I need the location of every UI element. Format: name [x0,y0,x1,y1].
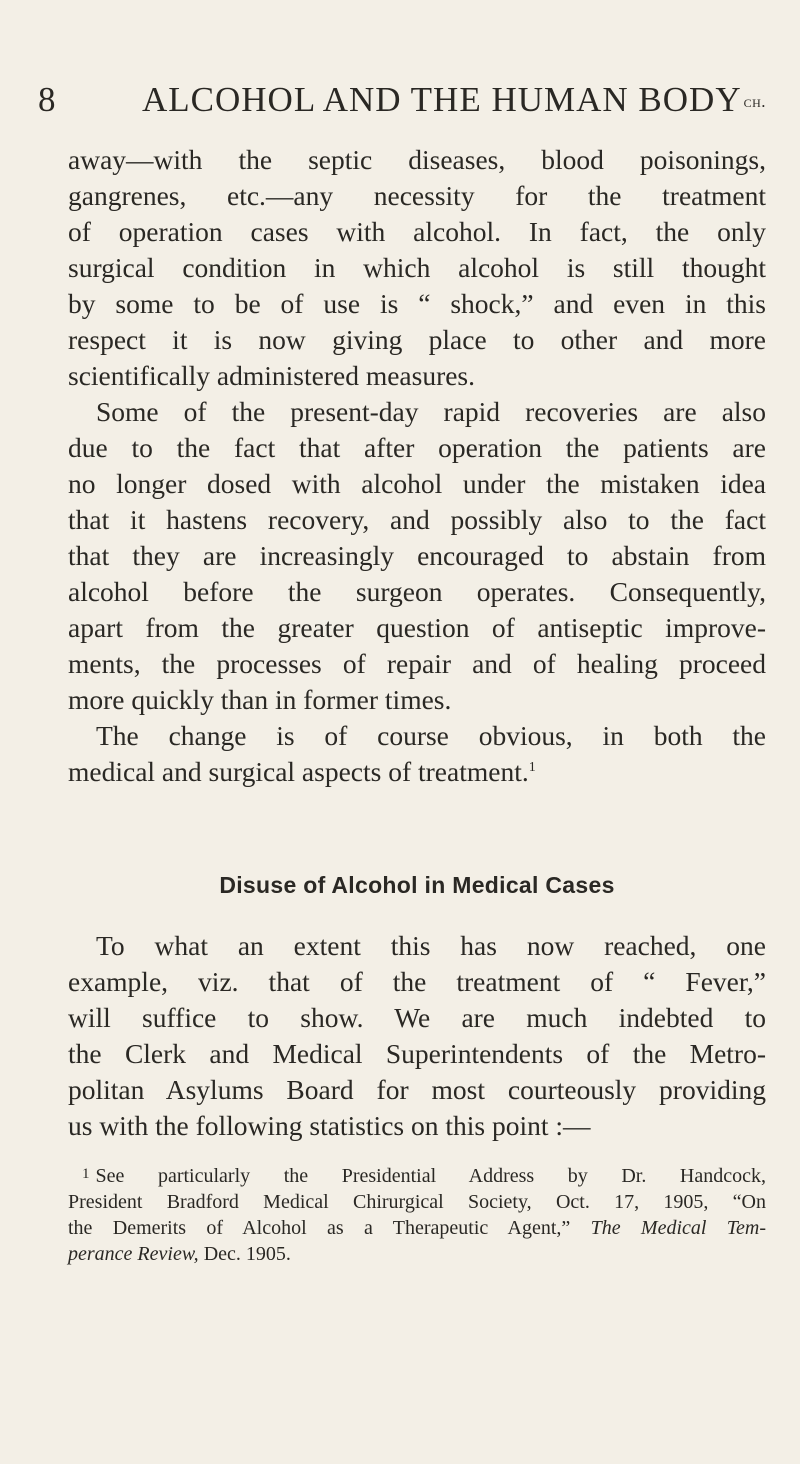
body-line: more quickly than in former times. [68,684,452,715]
running-head [38,80,766,124]
footnote-marker: 1 [528,759,536,775]
body-line: scientifically administered measures. [68,360,476,391]
body-line: will suffice to show. We are much indebted to [68,1002,766,1033]
footnote-text: Dec. 1905. [203,1243,291,1265]
footnote-line [68,1216,766,1242]
body-line: due to the fact that after operation the patients are [68,432,766,463]
running-title: ALCOHOL AND THE HUMAN BODY [142,80,742,119]
body-line: surgical condition in which alcohol is still thought [68,252,766,283]
journal-title: perance Review, [68,1243,199,1265]
footnote-number: 1 [82,1166,90,1182]
body-text: medical and surgical aspects of treatment. [68,756,529,787]
footnote-line [82,1164,766,1190]
body-line: respect it is now giving place to other and more [68,324,766,355]
body-line: example, viz. that of the treatment of “ Fever,” [68,966,766,997]
body-line: The change is of course obvious, in both the [96,720,766,751]
body-line: ments, the processes of repair and of healing proceed [68,648,766,679]
footnote-line [68,1242,766,1268]
chapter-abbrev: ch. [743,92,766,111]
body-line: politan Asylums Board for most courteously providing [68,1074,766,1105]
body-line [68,754,536,790]
body-line: of operation cases with alcohol. In fact, the only [68,216,766,247]
body-line: away—with the septic diseases, blood poisonings, [68,144,766,175]
footnote-line: President Bradford Medical Chirurgical Society, Oct. 17, 1905, “On [68,1191,766,1213]
body-line: To what an extent this has now reached, one [96,930,766,961]
page-number: 8 [38,80,57,119]
body-line: us with the following statistics on this point :— [68,1110,591,1141]
footnote-text: the Demerits of Alcohol as a Therapeutic Agent,” [68,1217,571,1239]
body-line: no longer dosed with alcohol under the mistaken idea [68,468,766,499]
body-line: apart from the greater question of antiseptic improve- [68,612,766,643]
body-line: that they are increasingly encouraged to abstain from [68,540,766,571]
body-line: that it hastens recovery, and possibly also to the fact [68,504,766,535]
section-heading: Disuse of Alcohol in Medical Cases [219,872,615,898]
body-line: gangrenes, etc.—any necessity for the treatment [68,180,766,211]
footnote-text: See particularly the Presidential Address by Dr. Handcock, [95,1165,766,1187]
body-line: Some of the present-day rapid recoveries are also [96,396,766,427]
body-line: the Clerk and Medical Superintendents of the Metro- [68,1038,766,1069]
body-line: by some to be of use is “ shock,” and even in this [68,288,766,319]
journal-title: The Medical Tem- [590,1217,767,1239]
body-line: alcohol before the surgeon operates. Consequently, [68,576,766,607]
